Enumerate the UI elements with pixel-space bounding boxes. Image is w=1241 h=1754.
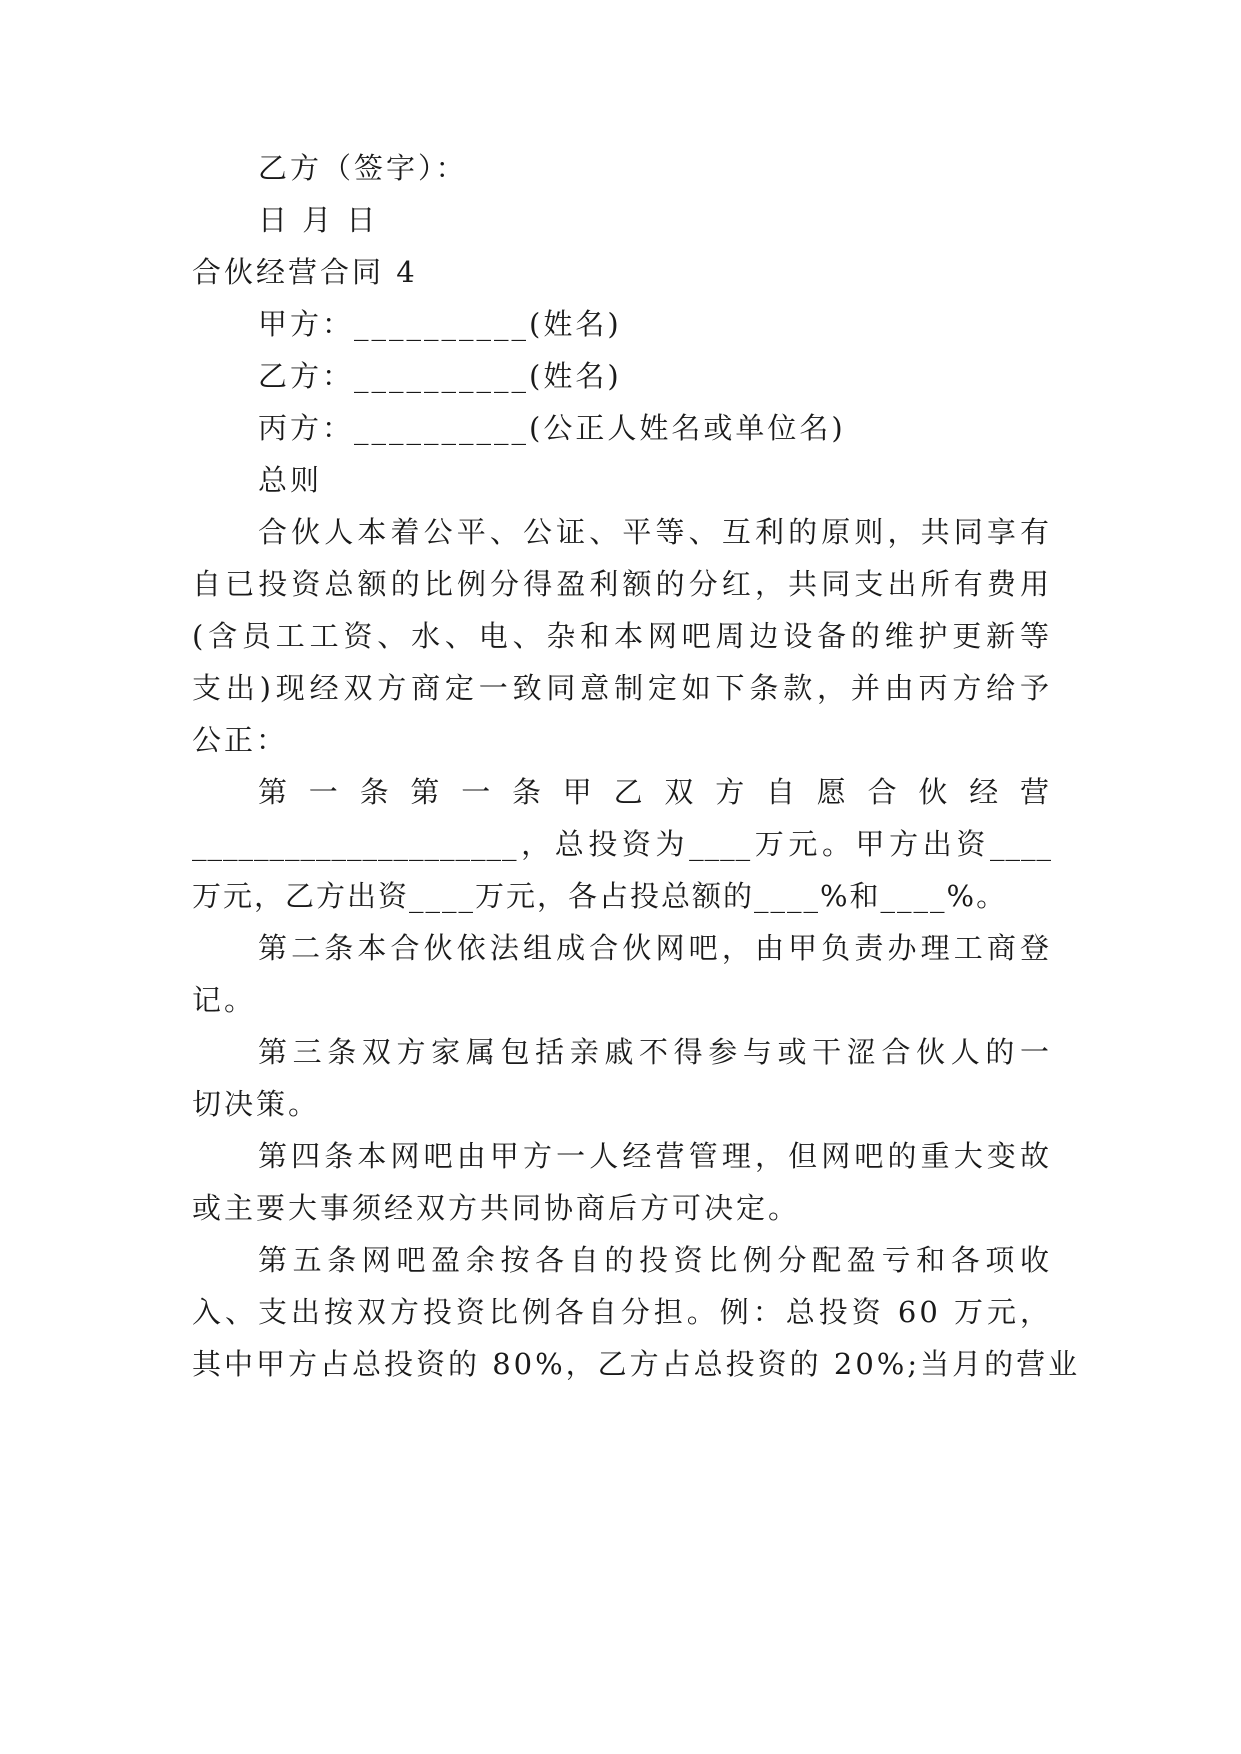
section-heading-general: 总则 bbox=[258, 463, 323, 497]
contract-title: 合伙经营合同 4 bbox=[192, 255, 418, 289]
article-2-line: 记。 bbox=[192, 983, 257, 1017]
date-line: 日 月 日 bbox=[258, 203, 379, 237]
article-5-line: 入、支出按双方投资比例各自分担。例：总投资 60 万元， bbox=[192, 1295, 1052, 1329]
party-a-line: 甲方：__________(姓名) bbox=[258, 307, 622, 341]
paragraph-line: 合伙人本着公平、公证、平等、互利的原则，共同享有 bbox=[258, 515, 1052, 549]
paragraph-line: (含员工工资、水、电、杂和本网吧周边设备的维护更新等 bbox=[192, 619, 1052, 653]
article-3-line: 切决策。 bbox=[192, 1087, 321, 1121]
article-1-line: _____________________，总投资为____万元。甲方出资____ bbox=[192, 827, 1052, 861]
paragraph-line: 自已投资总额的比例分得盈利额的分红，共同支出所有费用 bbox=[192, 567, 1052, 601]
party-b-signature-line: 乙方（签字）： bbox=[258, 151, 468, 185]
article-4-line: 或主要大事须经双方共同协商后方可决定。 bbox=[192, 1191, 801, 1225]
article-1-line: 万元，乙方出资____万元，各占投总额的____%和____%。 bbox=[192, 879, 1008, 913]
article-2-line: 第二条本合伙依法组成合伙网吧，由甲负责办理工商登 bbox=[258, 931, 1052, 965]
article-3-line: 第三条双方家属包括亲戚不得参与或干涩合伙人的一 bbox=[258, 1035, 1052, 1069]
article-1-line: 第 一 条 第 一 条 甲 乙 双 方 自 愿 合 伙 经 营 bbox=[258, 775, 1052, 809]
paragraph-line: 支出)现经双方商定一致同意制定如下条款，并由丙方给予 bbox=[192, 671, 1052, 705]
paragraph-line: 公正： bbox=[192, 723, 289, 757]
article-4-line: 第四条本网吧由甲方一人经营管理，但网吧的重大变故 bbox=[258, 1139, 1052, 1173]
party-b-line: 乙方：__________(姓名) bbox=[258, 359, 622, 393]
party-c-line: 丙方：__________(公正人姓名或单位名) bbox=[258, 411, 846, 445]
article-5-line: 第五条网吧盈余按各自的投资比例分配盈亏和各项收 bbox=[258, 1243, 1052, 1277]
article-5-line: 其中甲方占总投资的 80%，乙方占总投资的 20%;当月的营业 bbox=[192, 1347, 1081, 1381]
